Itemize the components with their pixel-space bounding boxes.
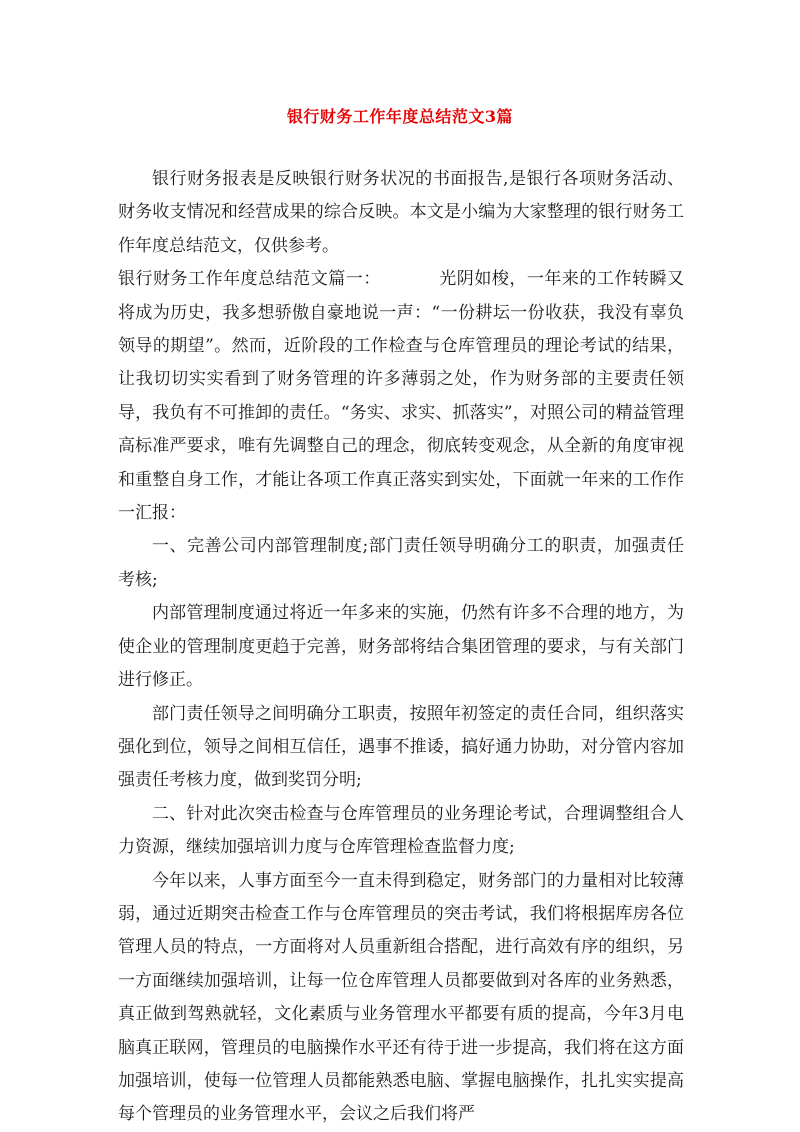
body-paragraph: 一、完善公司内部管理制度;部门责任领导明确分工的职责，加强责任考核;: [118, 536, 684, 590]
document-title: 银行财务工作年度总结范文3篇: [286, 107, 514, 126]
body-paragraph: 今年以来，人事方面至今一直未得到稳定，财务部门的力量相对比较薄弱，通过近期突击检查工作与仓库管理员的突击考试，我们将根据库房各位管理人员的特点，一方面将对人员重新组合搭配，进行高效有序的组织，另一方面继续加强培训，让每一位仓库管理人员都要做到对各库的业务熟悉，真正做到驾熟就轻，文化素质与业务管理水平都要有质的提高，今年3月电脑真正联网，管理员的电脑操作水平还有待于进一步提高，我们将在这方面加强培训，使每一位管理人员都能熟悉电脑、掌握电脑操作，扎扎实实提高每个管理员的业务管理水平，会议之后我们将严: [118, 870, 684, 1125]
document-body: [118, 163, 684, 1132]
body-paragraph: 二、针对此次突击检查与仓库管理员的业务理论考试，合理调整组合人力资源，继续加强培训力度与仓库管理检查监督力度;: [118, 803, 684, 858]
body-paragraph: 部门责任领导之间明确分工职责，按照年初签定的责任合同，组织落实强化到位，领导之间相互信任，遇事不推诿，搞好通力协助，对分管内容加强责任考核力度，做到奖罚分明;: [118, 703, 684, 791]
body-paragraph: 内部管理制度通过将近一年多来的实施，仍然有许多不合理的地方，为使企业的管理制度更趋于完善，财务部将结合集团管理的要求，与有关部门进行修正。: [118, 603, 684, 691]
intro-paragraph: 银行财务报表是反映银行财务状况的书面报告,是银行各项财务活动、财务收支情况和经营成果的综合反映。本文是小编为大家整理的银行财务工作年度总结范文，仅供参考。: [118, 169, 684, 256]
section-text: 光阴如梭，一年来的工作转瞬又将成为历史，我多想骄傲自豪地说一声：“一份耕坛一份收获，我没有辜负领导的期望”。然而，近阶段的工作检查与仓库管理员的理论考试的结果，让我切切实实看到了财务管理的许多薄弱之处，作为财务部的主要责任领导，我负有不可推卸的责任。“务实、求实、抓落实”，对照公司的精益管理高标准严要求，唯有先调整自己的理念，彻底转变观念，从全新的角度审视和重整自身工作，才能让各项工作真正落实到实处，下面就一年来的工作作一汇报：: [118, 269, 685, 524]
section-label: 银行财务工作年度总结范文篇一：: [118, 269, 381, 290]
section-paragraph: [118, 263, 684, 530]
